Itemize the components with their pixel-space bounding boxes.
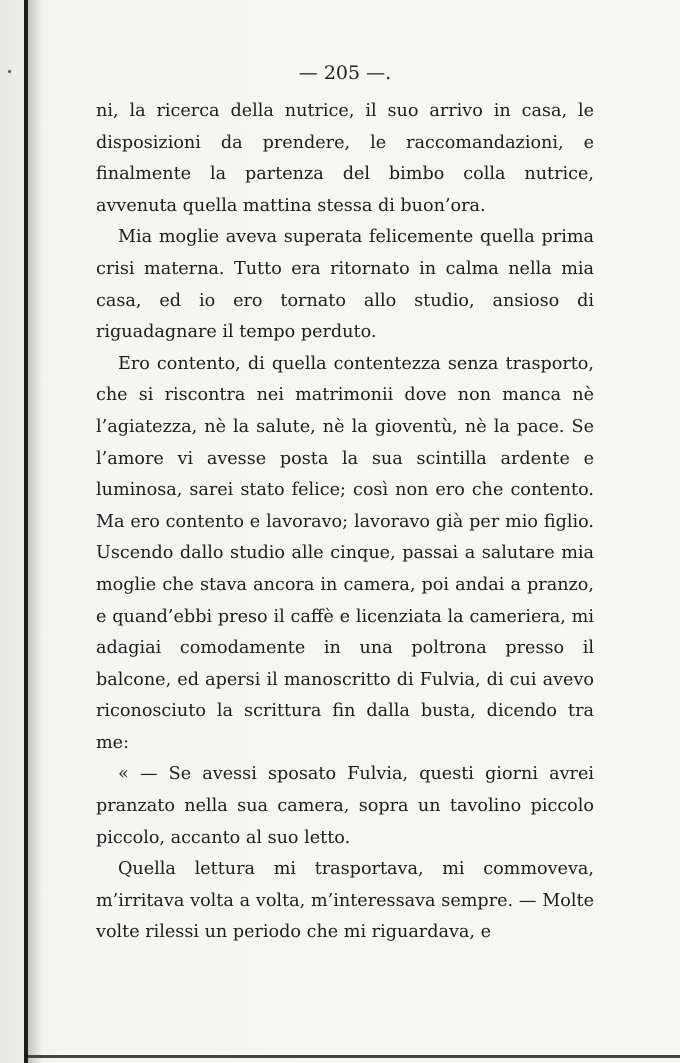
body-text — [96, 96, 594, 949]
paragraph-1: ni, la ricerca della nutrice, il suo arrivo in casa, le disposizioni da prendere, le raccomandazioni, e finalmente la partenza del bimbo colla nutrice, avvenuta quella mattina stessa di buon’ora. — [96, 101, 594, 216]
page-number: — 205 —. — [298, 62, 392, 84]
binding-shadow — [28, 0, 42, 1063]
page-bottom-edge — [28, 1055, 680, 1058]
paragraph-5: Quella lettura mi trasportava, mi commoveva, m’irritava volta a volta, m’interessava sempre. — Molte volte rilessi un periodo che mi riguardava, e — [96, 859, 594, 943]
paragraph-4: « — Se avessi sposato Fulvia, questi giorni avrei pranzato nella sua camera, sopra un tavolino piccolo piccolo, accanto al suo letto. — [96, 764, 594, 848]
paragraph-3: Ero contento, di quella contentezza senza trasporto, che si riscontra nei matrimonii dove non manca nè l’agiatezza, nè la salute, nè la gioventù, nè la pace. Se l’amore vi avesse posta la sua scintilla ardente e luminosa, sarei stato felice; così non ero che contento. Ma ero contento e lavoravo; lavoravo già per mio figlio. Uscendo dallo studio alle cinque, passai a salutare mia moglie che stava ancora in camera, poi andai a pranzo, e quand’ebbi preso il caffè e licenziata la cameriera, mi adagiai comodamente in una poltrona presso il balcone, ed apersi il manoscritto di Fulvia, di cui avevo riconosciuto la scrittura fin dalla busta, dicendo tra me: — [96, 353, 594, 753]
paragraph-2: Mia moglie aveva superata felicemente quella prima crisi materna. Tutto era ritornato in calma nella mia casa, ed io ero tornato allo studio, ansioso di riguadagnare il tempo perduto. — [96, 227, 594, 343]
